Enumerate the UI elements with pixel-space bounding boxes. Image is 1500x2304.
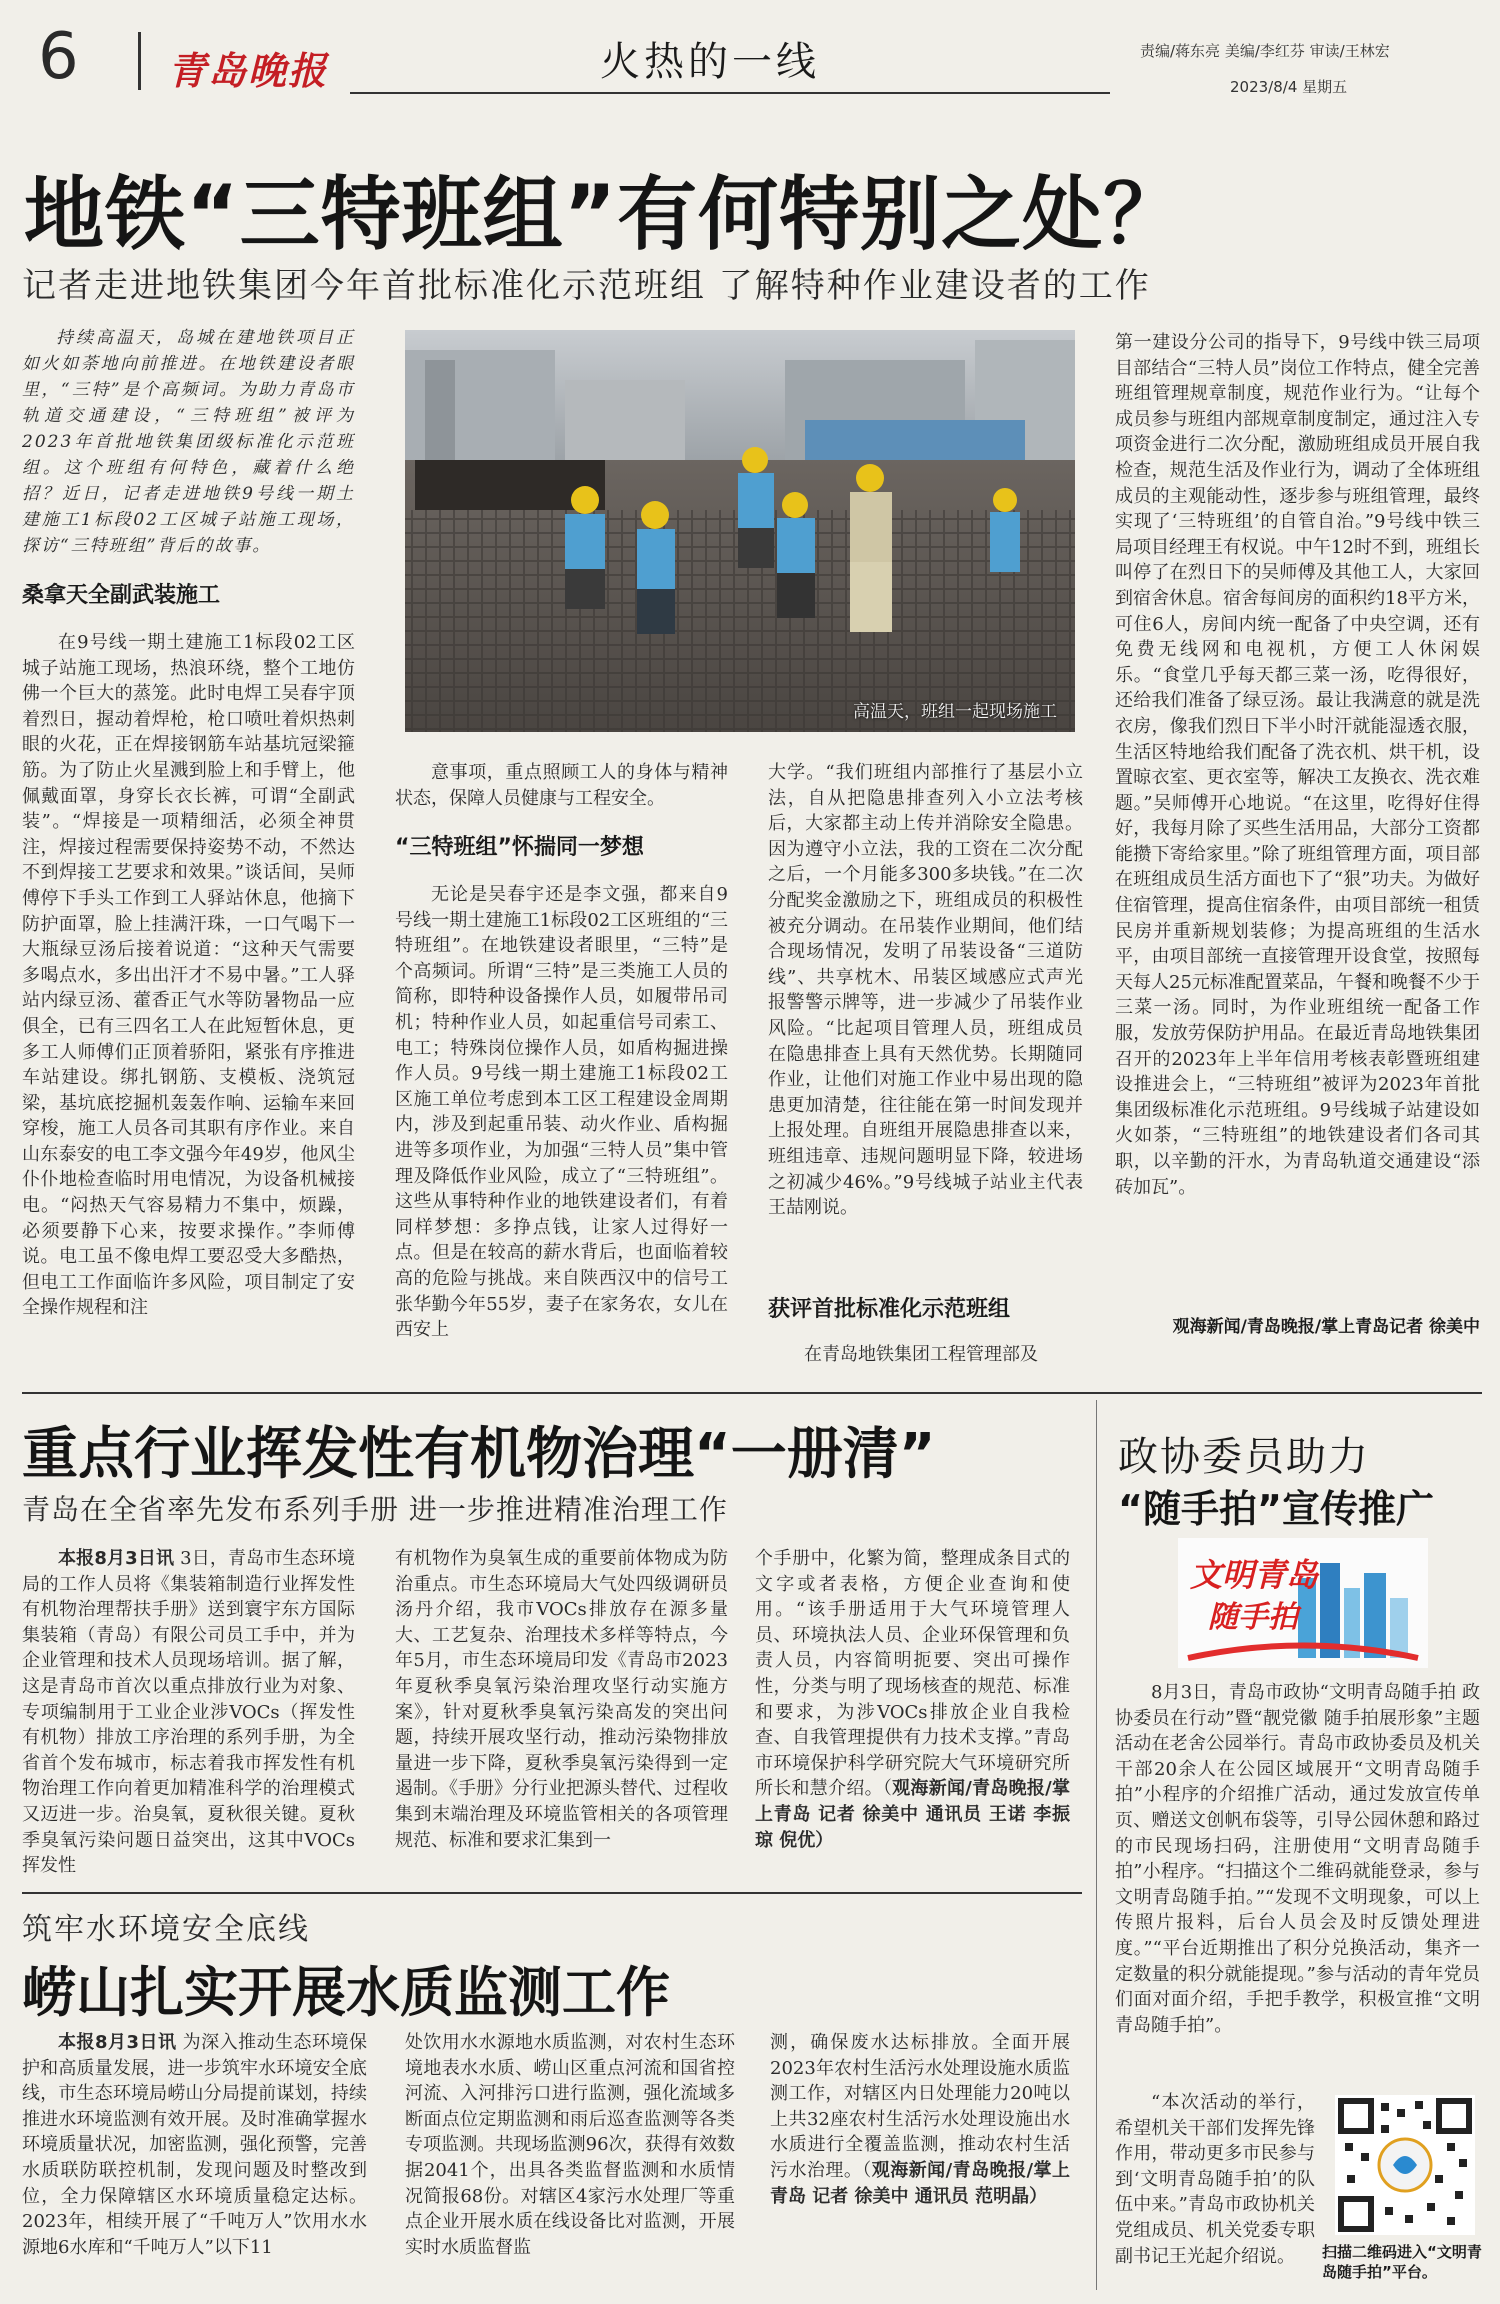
article1-column3-bottom: 在青岛地铁集团工程管理部及 [804,1344,1038,1365]
article1-column4: 第一建设分公司的指导下，9号线中铁三局项目部结合“三特人员”岗位工作特点，健全完善班组管理规章制度，规范作业行为。“让每个成员参与班组内部规章制度制定，通过注入专项资金进行二次分配，激励班组成员开展自我检查，规范生活及作业行为，调动了全体班组成员的主观能动性，逐步参与班组管理，最终实现了‘三特班组’的自管自治。”9号线中铁三局项目经理王有权说。中午12时不到，班组长叫停了在烈日下的吴师傅及其他工人，大家回到宿舍休息。宿舍每间房的面积约18平方米，可住6人，房间内统一配备了中央空调，还有免费无线网和电视机，方便工人休闲娱乐。“食堂几乎每天都三菜一汤，吃得很好，还给我们准备了绿豆汤。最让我满意的就是洗衣房，像我们烈日下半小时汗就能湿透衣服，生活区特地给我们配备了洗衣机、烘干机，设置晾衣室、更衣室等，解决工友换衣、洗衣难题。”吴师傅开心地说。“在这里，吃得好住得好，我每月除了买些生活用品，大部分工资都能攒下寄给家里。”除了班组管理方面，项目部在班组成员生活方面也下了“狠”功夫。为做好住宿管理，提高住宿条件，由项目部统一租赁民房并重新规划装修；为提高班组的生活水平，由项目部统一直接管理开设食堂，按照每天每人25元标准配置菜品，午餐和晚餐不少于三菜一汤。同时，为作业班组统一配备工作服，发放劳保防护用品。在最近青岛地铁集团召开的2023年上半年信用考核表彰暨班组建设推进会上，“三特班组”被评为2023年首批集团级标准化示范班组。9号线城子站建设如火如荼，“三特班组”的地铁建设者们各司其职，以辛勤的汗水，为青岛轨道交通建设“添砖加瓦”。 [1115,332,1480,1198]
article2-column3 [755,1546,1070,1881]
article1-headline: 地铁“三特班组”有何特别之处？ [24,168,1185,261]
qr-code[interactable] [1335,2095,1475,2235]
qr-code-icon [1335,2095,1475,2235]
qr-caption: 扫描二维码进入“文明青岛随手拍”平台。 [1322,2243,1482,2281]
workers-illustration [405,330,1075,732]
section-title: 火热的一线 [600,39,820,85]
article2-column1-text: 3日，青岛市生态环境局的工作人员将《集装箱制造行业挥发性有机物治理帮扶手册》送到寰宇东方国际集装箱（青岛）有限公司员工手中，并为企业管理和技术人员现场培训。据了解，这是青岛市首次以重点排放行业为对象、专项编制用于工业企业涉VOCs（挥发性有机物）排放工序治理的系列手册，为全省首个发布城市，标志着我市挥发性有机物治理工作向着更加精准科学的治理模式又迈进一步。治臭氧，夏秋很关键。夏秋季臭氧污染问题日益突出，这其中VOCs挥发性 [22,1548,355,1877]
header-divider [138,32,141,90]
article2-column3-text: 个手册中，化繁为简，整理成条目式的文字或者表格，方便企业查询和使用。“该手册适用于大气环境管理人员、环境执法人员、企业环保管理和负责人员，内容简明扼要、突出可操作性，分类与明了现场核查的规范、标准和要求，为涉VOCs排放企业自我检查、自我管理提供有力技术支撑。”青岛市环境保护科学研究院大气环境研究所所长和慧介绍。（ [755,1548,1070,1800]
sidebar-divider [1096,1400,1097,2290]
article4-body-continued: “本次活动的举行，希望机关干部们发挥先锋作用，带动更多市民参与到‘文明青岛随手拍’的队伍中来。”青岛市政协机关党组成员、机关党委专职副书记王光起介绍说。 [1115,2092,1315,2267]
article1-column1: 在9号线一期土建施工1标段02工区城子站施工现场，热浪环绕，整个工地仿佛一个巨大的蒸笼。此时电焊工吴春宇顶着烈日，握动着焊枪，枪口喷吐着炽热刺眼的火花，正在焊接钢筋车站基坑冠梁箍筋。为了防止火星溅到脸上和手臂上，他佩戴面罩，身穿长衣长裤，可谓“全副武装”。“焊接是一项精细活，必须全神贯注，焊接过程需要保持姿势不动，不然达不到焊接工艺要求和效果。”谈话间，吴师傅停下手头工作到工人驿站休息，他摘下防护面罩，脸上挂满汗珠，一口气喝下一大瓶绿豆汤后接着说道：“这种天气需要多喝点水，多出出汗才不易中暑。”工人驿站内绿豆汤、藿香正气水等防暑物品一应俱全，已有三四名工人在此短暂休息，更多工人师傅们正顶着骄阳，紧张有序推进车站建设。绑扎钢筋、支模板、浇筑冠梁，基坑底挖掘机轰轰作响、运输车来回穿梭，施工人员各司其职有序作业。来自山东泰安的电工李文强今年49岁，他风尘仆仆地检查临时用电情况，为设备机械接电。“闷热天气容易精力不集中，烦躁，必须要静下心来，按要求操作。”李师傅说。电工虽不像电焊工要忍受大多酷热，但电工工作面临许多风险，项目制定了安全操作规程和注 [22,632,355,1319]
article2-subheadline: 青岛在全省率先发布系列手册 进一步推进精准治理工作 [22,1493,728,1526]
article3-signature: 观海新闻/青岛晚报/掌上青岛 记者 徐美中 通讯员 范明晶） [770,2159,1070,2207]
article2-column2: 有机物作为臭氧生成的重要前体物成为防治重点。市生态环境局大气处四级调研员汤丹介绍，我市VOCs排放存在源多量大、工艺复杂、治理技术多样等特点，今年5月，市生态环境局印发《青岛市2023年夏秋季臭氧污染治理攻坚行动实施方案》，针对夏秋季臭氧污染高发的突出问题，持续开展攻坚行动，推动污染物排放量进一步下降，夏秋季臭氧污染得到一定遏制。《手册》分行业把源头替代、过程收集到末端治理及环境监管相关的各项管理规范、标准和要求汇集到一 [395,1548,728,1851]
article4-headline-line2: “随手拍”宣传推广 [1118,1487,1434,1531]
editor-credits: 责编/蒋东亮 美编/李红芬 审读/王林宏 [1140,42,1390,60]
article2-dateline: 本报8月3日讯 [58,1548,175,1569]
article3-column2: 处饮用水水源地水质监测，对农村生态环境地表水水质、崂山区重点河流和国省控河流、入河排污口进行监测，强化流域多断面点位定期监测和雨后巡查监测等各类专项监测。共现场监测96次，获得有效数据2041个，出具各类监督监测和水质情况简报68份。对辖区4家污水处理厂等重点企业开展水质在线设备比对监测，开展实时水质监督监 [405,2032,735,2258]
article4-body: 8月3日，青岛市政协“文明青岛随手拍 政协委员在行动”暨“靓党徽 随手拍展形象”主题活动在老舍公园举行。青岛市政协委员及机关干部20余人在公园区域展开“文明青岛随手拍”小程序的介绍推广活动，通过发放宣传单页、赠送文创帆布袋等，引导公园休憩和路过的市民现场扫码，注册使用“文明青岛随手拍”小程序。“扫描这个二维码就能登录，参与文明青岛随手拍。”“发现不文明现象，可以上传照片报料，后台人员会及时反馈处理进度。”“平台近期推出了积分兑换活动，集齐一定数量的积分就能提现。”参与活动的青年党员们面对面介绍，手把手教学，积极宣推“文明青岛随手拍”。 [1115,1682,1480,2036]
logo-text-line1: 文明青岛 [1190,1556,1319,1594]
article3-headline: 崂山扎实开展水质监测工作 [22,1961,670,2024]
article3-column1-text: 为深入推动生态环境保护和高质量发展，进一步筑牢水环境安全底线，市生态环境局崂山分局提前谋划，持续推进水环境监测有效开展。及时准确掌握水环境质量状况，加密监测，强化预警，完善水质联防联控机制，发现问题及时整改到位，全力保障辖区水环境质量稳定达标。2023年，相续开展了“千吨万人”饮用水水源地6水库和“千吨万人”以下11 [22,2032,367,2258]
article3-column3-text: 测，确保废水达标排放。全面开展2023年农村生活污水处理设施水质监测工作，对辖区内日处理能力20吨以上共32座农村生活污水处理设施出水水质进行全覆盖监测，推动农村生活污水治理。（ [770,2032,1070,2181]
article2-column1 [22,1546,355,1881]
article3-column3 [770,2030,1070,2288]
header-underline [350,92,1110,94]
article3-kicker: 筑牢水环境安全底线 [22,1912,310,1947]
article2-headline: 重点行业挥发性有机物治理“一册清” [22,1422,936,1487]
civilization-logo [1178,1538,1428,1668]
article1-column2-top: 意事项，重点照顾工人的身体与精神状态，保障人员健康与工程安全。 [395,762,728,809]
article1-section2-title: “三特班组”怀揣同一梦想 [395,835,644,860]
article1-column2: 无论是吴春宇还是李文强，都来自9号线一期土建施工1标段02工区班组的“三特班组”。在地铁建设者眼里，“三特”是个高频词。所谓“三特”是三类施工人员的简称，即特种设备操作人员，如履带吊司机；特种作业人员，如起重信号司索工、电工；特殊岗位操作人员，如盾构掘进操作人员。9号线一期土建施工1标段02工区施工单位考虑到本工区工程建设金周期内，涉及到起重吊装、动火作业、盾构掘进等多项作业，为加强“三特人员”集中管理及降低作业风险，成立了“三特班组”。这些从事特种作业的地铁建设者们，有着同样梦想：多挣点钱，让家人过得好一点。但是在较高的薪水背后，也面临着较高的危险与挑战。来自陕西汉中的信号工张华勤今年55岁，妻子在家务农，女儿在西安上 [395,884,728,1340]
logo-text-line2: 随手拍 [1208,1600,1298,1635]
article2-signature: 观海新闻/青岛晚报/掌上青岛 记者 徐美中 通讯员 王诺 李振琼 倪优） [755,1778,1070,1851]
article1-section3-title: 获评首批标准化示范班组 [768,1297,1011,1322]
article1-signature: 观海新闻/青岛晚报/掌上青岛记者 徐美中 [1172,1317,1480,1337]
paper-logo: 青岛晚报 [168,48,329,93]
article1-column3: 大学。“我们班组内部推行了基层小立法，自从把隐患排查列入小立法考核后，大家都主动上传并消除安全隐患。因为遵守小立法，我的工资在二次分配之后，一个月能多300多块钱。”在二次分配奖金激励之下，班组成员的积极性被充分调动。在吊装作业期间，他们结合现场情况，发明了吊装设备“三道防线”、共享枕木、吊装区域感应式声光报警警示牌等，进一步减少了吊装作业风险。“比起项目管理人员，班组成员在隐患排查上具有天然优势。长期随同作业，让他们对施工作业中易出现的隐患更加清楚，往往能在第一时间发现并上报处理。自班组开展隐患排查以来，班组违章、违规问题明显下降，较进场之初减少46%。”9号线城子站业主代表王喆刚说。 [768,762,1083,1219]
article4-headline-line1: 政协委员助力 [1118,1434,1370,1480]
article1-lead: 持续高温天，岛城在建地铁项目正如火如荼地向前推进。在地铁建设者眼里，“三特”是个高频词。为助力青岛市轨道交通建设，“三特班组”被评为2023年首批地铁集团级标准化示范班组。这个班组有何特色，藏着什么绝招？近日，记者走进地铁9号线一期土建施工1标段02工区城子站施工现场，探访“三特班组”背后的故事。 [22,328,355,556]
article1-bottom-rule [22,1392,1482,1394]
article2-bottom-rule [22,1892,1082,1894]
construction-photo [405,330,1075,732]
article1-section1-title: 桑拿天全副武装施工 [22,583,221,608]
issue-date: 2023/8/4 星期五 [1230,78,1348,96]
article3-column1 [22,2030,367,2288]
article3-dateline: 本报8月3日讯 [58,2032,177,2053]
page-number: 6 [38,20,79,94]
article1-subheadline: 记者走进地铁集团今年首批标准化示范班组 了解特种作业建设者的工作 [22,266,1151,306]
photo-caption: 高温天，班组一起现场施工 [853,702,1057,722]
